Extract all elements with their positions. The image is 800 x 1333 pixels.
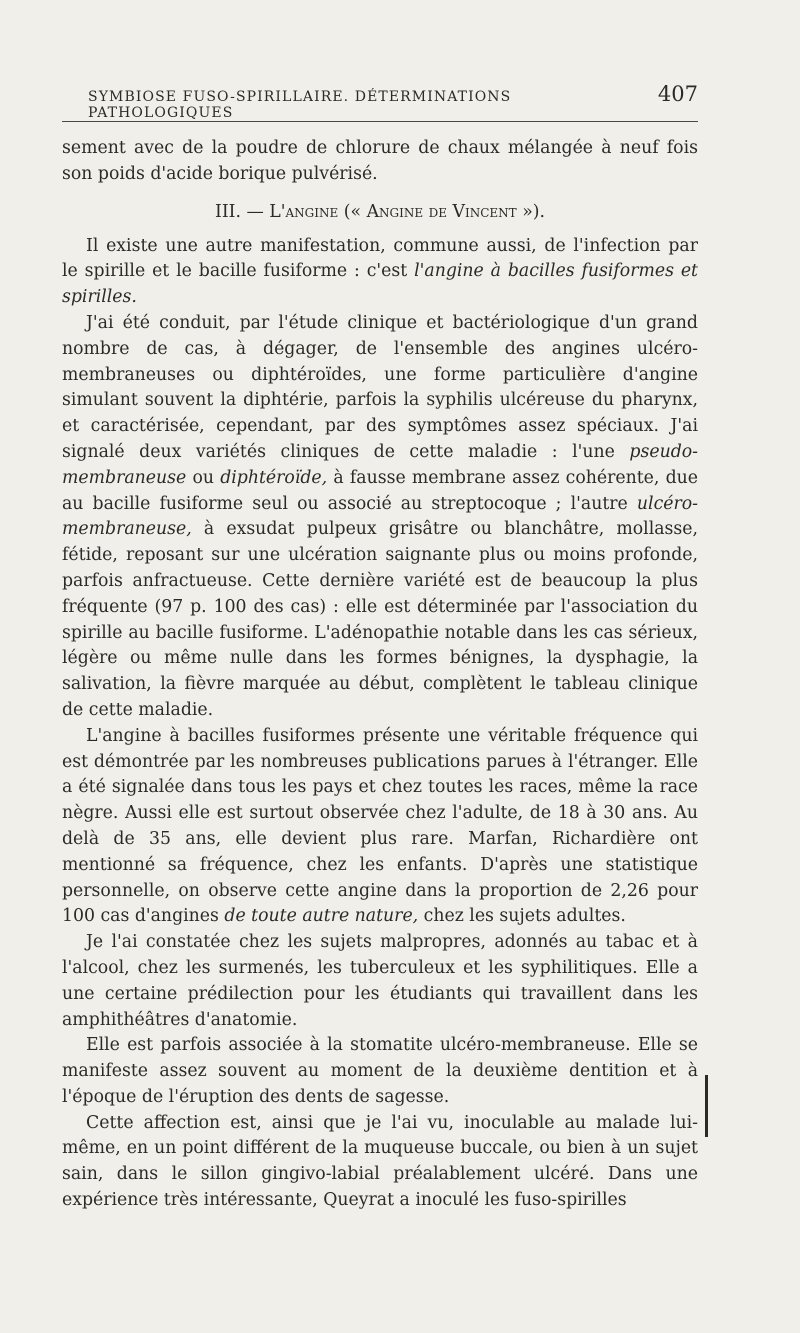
p1-text: Il existe une autre manifestation, commune aussi, de l'infection par le spirille et le bacille fusiforme : c'est [62,235,698,282]
running-title: SYMBIOSE FUSO-SPIRILLAIRE. DÉTERMINATIONS PATHOLOGIQUES [88,89,512,121]
p2-emphasis-3: ulcéro-membraneuse, [62,493,698,540]
paragraph-1 [62,234,698,311]
p3-text-b: chez les sujets adultes. [423,906,626,927]
section-dash: — [246,201,264,222]
p2-text-d: à exsudat pulpeux grisâtre ou blanchâtre, mollasse, fétide, reposant sur une ulcération saignante plus ou moins profonde, parfois anfractueuse. Cette dernière variété est de beaucoup la plus fréquente (97 p. 100 des cas) : elle est déterminée par l'association du spirille au bacille fusiforme. L'adénopathie notable dans les cas sérieux, légère ou même nulle dans les formes bénignes, la dysphagie, la salivation, la fièvre marquée au début, complètent le tableau clinique de cette maladie. [62,519,698,720]
section-heading [62,188,698,234]
paragraph-2 [62,311,698,724]
paragraph-6: Cette affection est, ainsi que je l'ai vu, inoculable au malade lui-même, en un point différent de la muqueuse buccale, ou bien à un sujet sain, dans le sillon gingivo-labial préalablement ulcéré. Dans une expérience très intéressante, Queyrat a inoculé les fuso-spirilles [62,1112,698,1211]
section-title-b: Angine de Vincent [366,201,517,222]
p2-text-a: J'ai été conduit, par l'étude clinique et bactériologique d'un grand nombre de cas, à dégager, de l'ensemble des angines ulcéro-membraneuses ou diphtéroïdes, une forme particulière d'angine simulant souvent la diphtérie, parfois la syphilis ulcéreuse du pharynx, et caractérisée, cependant, par des symptômes assez spéciaux. J'ai signalé deux variétés cliniques de cette maladie : l'une [62,312,698,462]
paragraph-4: Je l'ai constatée chez les sujets malpropres, adonnés au tabac et à l'alcool, chez les surmenés, les tuberculeux et les syphilitiques. Elle a une certaine prédilection pour les étudiants qui travaillent dans les amphithéâtres d'anatomie. [62,932,698,1030]
section-title-a: L'angine [269,201,339,222]
p2-emphasis-1: pseudo-membraneuse [62,441,698,488]
page-number: 407 [657,82,698,106]
p2-text-b: ou [192,467,214,488]
header-rule [62,121,698,122]
paragraph-3 [62,724,698,930]
paragraph-5: Elle est parfois associée à la stomatite ulcéro-membraneuse. Elle se manifeste assez souvent au moment de la deuxième dentition et à l'époque de l'éruption des dents de sagesse. [62,1035,698,1107]
section-close-paren: »). [522,201,545,222]
p1-emphasis: l'angine à bacilles fusiformes et spirilles. [62,261,698,308]
section-numeral: III. [215,201,241,222]
p3-emphasis: de toute autre nature, [224,906,419,927]
margin-bar-mark [705,1075,708,1137]
section-open-paren: (« [343,201,362,222]
body-text [62,136,698,1214]
p2-emphasis-2: diphtéroïde, [220,467,328,488]
running-header [88,82,698,121]
p3-text-a: L'angine à bacilles fusiformes présente une véritable fréquence qui est démontrée par les nombreuses publications parues à l'étranger. Elle a été signalée dans tous les pays et chez toutes les races, même la race nègre. Aussi elle est surtout observée chez l'adulte, de 18 à 30 ans. Au delà de 35 ans, elle devient plus rare. Marfan, Richardière ont mentionné sa fréquence, chez les enfants. D'après une statistique personnelle, on observe cette angine dans la proportion de 2,26 pour 100 cas d'angines [62,725,698,927]
intro-paragraph: sement avec de la poudre de chlorure de chaux mélangée à neuf fois son poids d'acide borique pulvérisé. [62,138,698,184]
p2-text-c: à fausse membrane assez cohérente, due au bacille fusiforme seul ou associé au streptocoque ; l'autre [62,467,699,514]
